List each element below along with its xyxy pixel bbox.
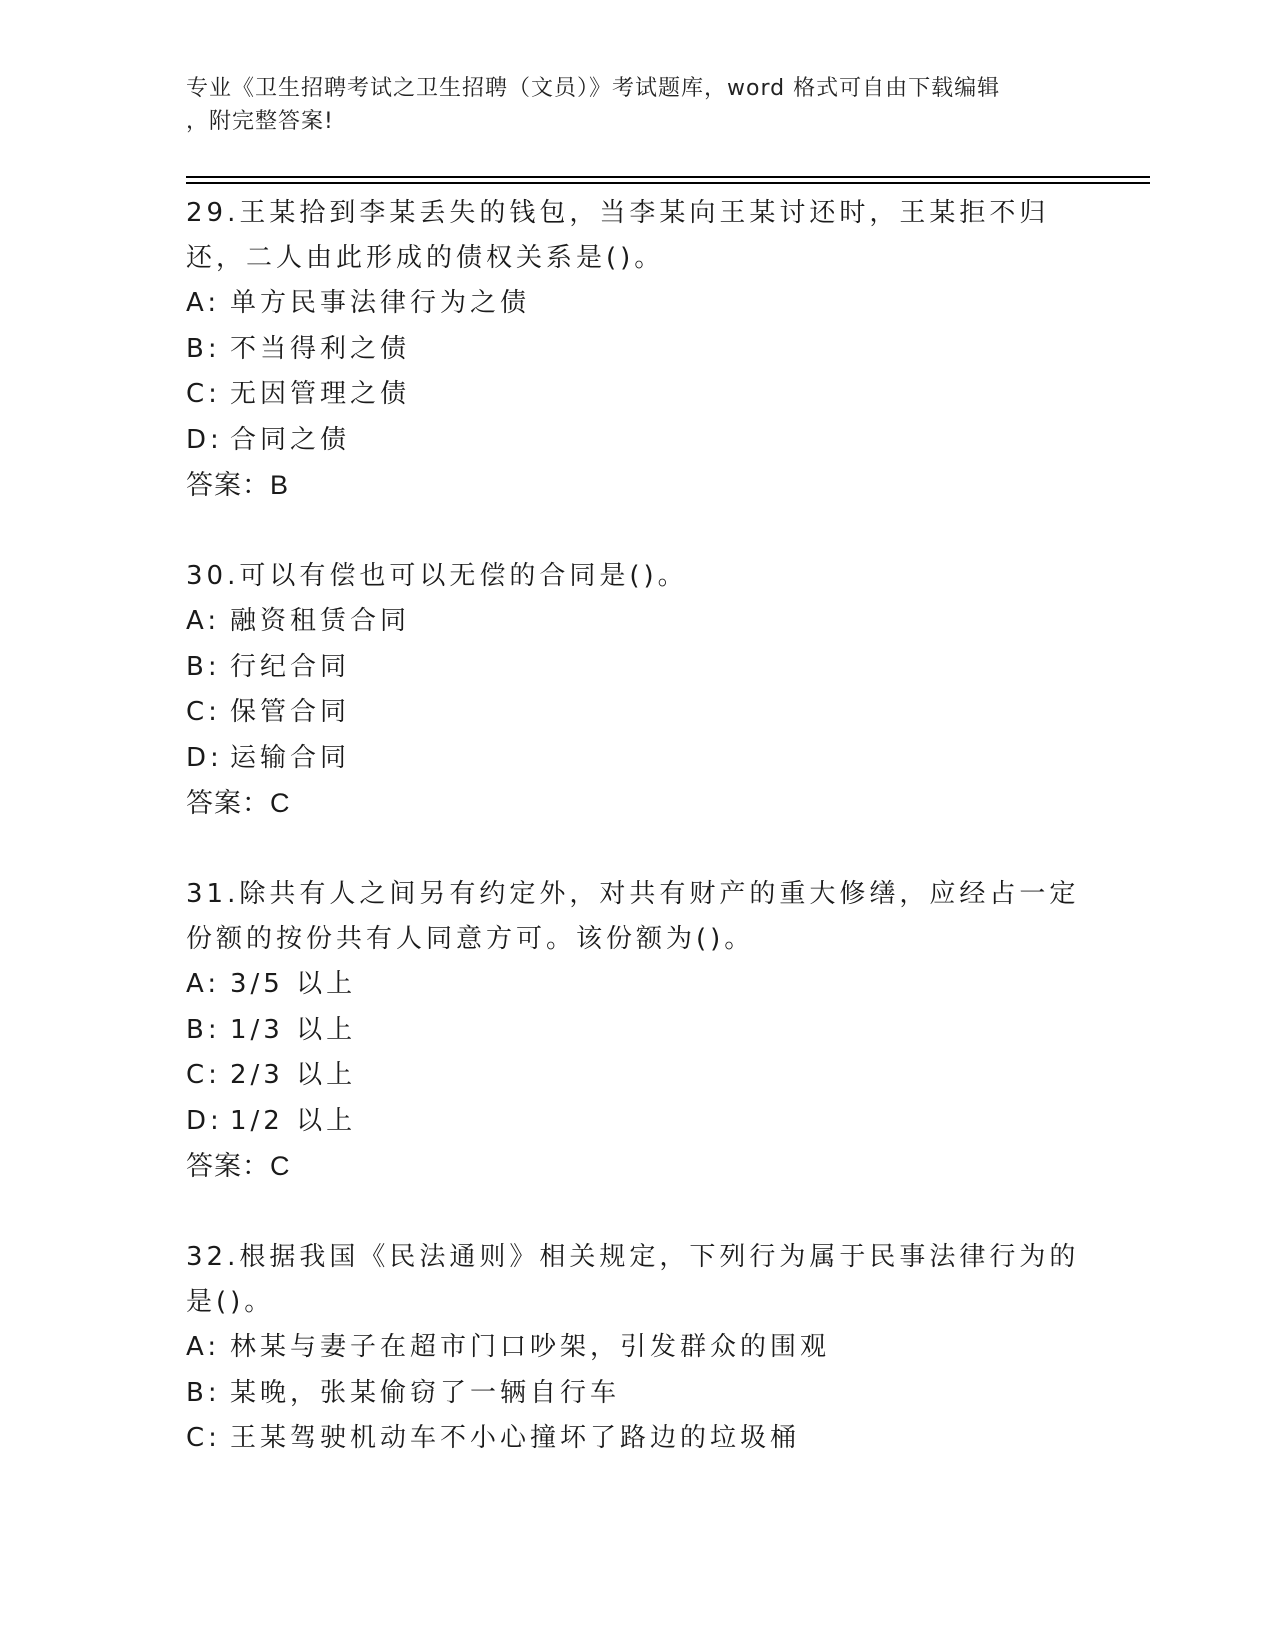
option-text: 王某驾驶机动车不小心撞坏了路边的垃圾桶 [230, 1423, 801, 1453]
option-key: B: [186, 651, 221, 682]
answer: 答案：B [186, 470, 290, 500]
option-text: 单方民事法律行为之债 [230, 288, 531, 318]
option-key: D: [186, 742, 223, 773]
option-d [186, 1099, 1086, 1145]
option-text: 不当得利之债 [230, 333, 411, 364]
option-key: B: [186, 333, 221, 364]
option-text: 运输合同 [230, 742, 351, 773]
question-text: 30.可以有偿也可以无偿的合同是()。 [186, 561, 688, 591]
option-text: 1/2 以上 [230, 1105, 357, 1136]
option-a [186, 1325, 1086, 1371]
option-text: 1/3 以上 [230, 1014, 357, 1045]
question-text: 32.根据我国《民法通则》相关规定，下列行为属于民事法律行为的是()。 [186, 1242, 1080, 1317]
option-text: 融资租赁合同 [230, 606, 411, 636]
document-header [186, 72, 1066, 138]
answer: 答案：C [186, 788, 291, 818]
option-text: 合同之债 [230, 424, 351, 455]
question-list [186, 191, 1086, 1508]
answer: 答案：C [186, 1151, 291, 1181]
option-key: C: [186, 1423, 221, 1453]
option-text: 保管合同 [230, 697, 351, 727]
option-key: C: [186, 697, 221, 727]
question-30 [186, 554, 1086, 826]
option-d [186, 736, 1086, 782]
option-c [186, 372, 1086, 418]
option-c [186, 1416, 1086, 1462]
option-key: A: [186, 606, 221, 636]
option-text: 行纪合同 [230, 651, 351, 682]
option-key: C: [186, 1060, 221, 1090]
question-29 [186, 191, 1086, 508]
option-key: D: [186, 1105, 223, 1136]
option-c [186, 1053, 1086, 1099]
option-text: 3/5 以上 [230, 969, 357, 999]
option-a [186, 281, 1086, 327]
option-key: D: [186, 424, 223, 455]
option-key: B: [186, 1377, 221, 1408]
option-c [186, 690, 1086, 736]
option-key: A: [186, 288, 221, 318]
option-a [186, 599, 1086, 645]
option-text: 2/3 以上 [230, 1060, 357, 1090]
header-line-2: ，附完整答案! [186, 109, 334, 134]
option-b [186, 327, 1086, 373]
option-key: A: [186, 969, 221, 999]
header-divider-top [186, 176, 1150, 178]
question-text: 31.除共有人之间另有约定外，对共有财产的重大修缮，应经占一定份额的按份共有人同意方可。该份额为()。 [186, 879, 1080, 954]
option-text: 某晚，张某偷窃了一辆自行车 [230, 1377, 621, 1408]
option-text: 林某与妻子在超市门口吵架，引发群众的围观 [230, 1332, 831, 1362]
option-b [186, 1008, 1086, 1054]
option-a [186, 962, 1086, 1008]
header-divider-bottom [186, 182, 1150, 184]
option-key: B: [186, 1014, 221, 1045]
question-32 [186, 1235, 1086, 1462]
option-key: C: [186, 379, 221, 409]
option-d [186, 418, 1086, 464]
question-31 [186, 872, 1086, 1189]
option-text: 无因管理之债 [230, 379, 411, 409]
question-text: 29.王某拾到李某丢失的钱包，当李某向王某讨还时，王某拒不归还，二人由此形成的债权关系是()。 [186, 198, 1050, 273]
option-b [186, 1371, 1086, 1417]
option-b [186, 645, 1086, 691]
option-key: A: [186, 1332, 221, 1362]
header-line-1: 专业《卫生招聘考试之卫生招聘（文员）》考试题库，word 格式可自由下载编辑 [186, 76, 1001, 101]
